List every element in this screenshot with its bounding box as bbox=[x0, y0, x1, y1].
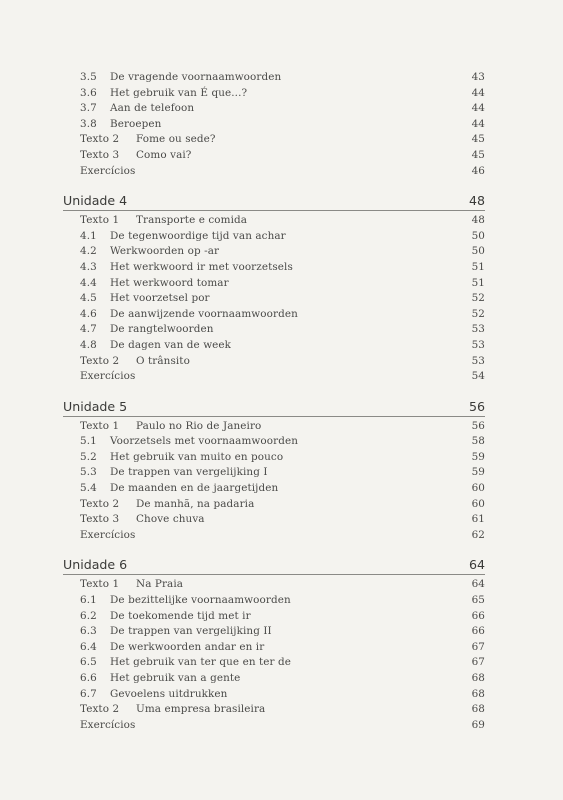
entry-number: Texto 2 bbox=[80, 133, 120, 146]
entry-title: Gevoelens uitdrukken bbox=[110, 687, 228, 700]
toc-row bbox=[80, 260, 485, 276]
toc-block-unit3-cont bbox=[80, 70, 485, 179]
entry-page: 51 bbox=[471, 276, 485, 289]
entry-number: 6.3 bbox=[80, 625, 97, 638]
toc-row bbox=[80, 702, 485, 718]
entry-page: 67 bbox=[471, 656, 485, 669]
entry-title: Chove chuva bbox=[136, 513, 205, 526]
entry-number: 6.6 bbox=[80, 672, 97, 684]
entry-title: Como vai? bbox=[136, 148, 192, 161]
entry-title: De dagen van de week bbox=[110, 338, 232, 351]
entry-title: Het werkwoord tomar bbox=[110, 276, 229, 289]
entry-title: Uma empresa brasileira bbox=[136, 703, 266, 716]
unit-heading bbox=[63, 557, 485, 575]
entry-number: 6.5 bbox=[80, 656, 97, 669]
entry-page: 53 bbox=[471, 323, 485, 336]
toc-row bbox=[80, 338, 485, 354]
entry-number: Texto 1 bbox=[80, 214, 120, 227]
toc-row bbox=[80, 164, 485, 180]
toc-row bbox=[80, 655, 485, 671]
entry-number: 4.4 bbox=[80, 276, 97, 289]
entry-page: 43 bbox=[471, 71, 485, 83]
entry-title: Exercícios bbox=[80, 370, 136, 383]
toc-row bbox=[80, 528, 485, 544]
toc-row bbox=[80, 465, 485, 481]
entry-title: Exercícios bbox=[80, 164, 136, 177]
toc-block-unit4 bbox=[63, 193, 485, 385]
entry-number: 4.7 bbox=[80, 323, 97, 336]
toc-row bbox=[80, 577, 485, 593]
entry-title: De rangtelwoorden bbox=[110, 323, 214, 336]
entry-number: 4.5 bbox=[80, 292, 97, 305]
entry-page: 68 bbox=[471, 672, 485, 684]
toc-row bbox=[80, 86, 485, 102]
toc-row bbox=[80, 640, 485, 656]
entry-page: 51 bbox=[471, 260, 485, 273]
entry-title: Exercícios bbox=[80, 718, 136, 731]
toc-row bbox=[80, 132, 485, 148]
entry-number: Texto 1 bbox=[80, 419, 120, 432]
entry-title: Het gebruik van a gente bbox=[110, 672, 241, 684]
unit-heading bbox=[63, 193, 485, 211]
entry-page: 62 bbox=[471, 528, 485, 541]
toc-block-unit5 bbox=[63, 398, 485, 544]
toc-row bbox=[80, 291, 485, 307]
entry-title: Het voorzetsel por bbox=[110, 292, 210, 305]
entry-page: 58 bbox=[471, 435, 485, 448]
entry-title: De vragende voornaamwoorden bbox=[110, 71, 282, 83]
toc-row bbox=[80, 229, 485, 245]
entry-title: Exercícios bbox=[80, 528, 136, 541]
toc-row bbox=[80, 434, 485, 450]
entry-number: 5.4 bbox=[80, 482, 97, 495]
toc-row bbox=[80, 419, 485, 435]
unit-title: Unidade 5 bbox=[63, 398, 128, 414]
entry-number: 6.7 bbox=[80, 687, 97, 700]
entry-page: 46 bbox=[471, 164, 485, 177]
entry-page: 44 bbox=[471, 117, 485, 130]
entry-title: O trânsito bbox=[136, 354, 190, 367]
toc-row bbox=[80, 497, 485, 513]
toc-row bbox=[80, 369, 485, 385]
entry-number: 5.1 bbox=[80, 435, 97, 448]
entry-page: 66 bbox=[471, 625, 485, 638]
entry-title: Paulo no Rio de Janeiro bbox=[136, 419, 262, 432]
unit-title: Unidade 6 bbox=[63, 557, 128, 573]
entry-number: 4.3 bbox=[80, 260, 97, 273]
toc-row bbox=[80, 117, 485, 133]
entry-page: 60 bbox=[471, 497, 485, 510]
entry-page: 60 bbox=[471, 482, 485, 495]
entry-number: 4.2 bbox=[80, 245, 97, 258]
toc-row bbox=[80, 718, 485, 734]
toc-row bbox=[80, 354, 485, 370]
entry-number: 4.1 bbox=[80, 229, 97, 242]
toc-row bbox=[80, 70, 485, 86]
entry-page: 68 bbox=[471, 703, 485, 716]
unit-page: 56 bbox=[468, 398, 485, 414]
entry-number: 4.6 bbox=[80, 307, 97, 320]
entry-page: 54 bbox=[471, 370, 485, 383]
entry-page: 64 bbox=[471, 578, 485, 591]
entry-number: 5.2 bbox=[80, 450, 97, 463]
entry-title: Na Praia bbox=[136, 578, 184, 591]
entry-number: 4.8 bbox=[80, 338, 97, 351]
entry-number: 3.7 bbox=[80, 102, 97, 115]
entry-title: Fome ou sede? bbox=[136, 133, 216, 146]
entry-page: 48 bbox=[471, 214, 485, 227]
entry-page: 52 bbox=[471, 292, 485, 305]
entry-title: Voorzetsels met voornaamwoorden bbox=[110, 435, 298, 448]
entry-title: Transporte e comida bbox=[136, 214, 248, 227]
entry-title: De manhã, na padaria bbox=[136, 497, 255, 510]
table-of-contents bbox=[63, 70, 485, 747]
entry-page: 50 bbox=[471, 229, 485, 242]
entry-title: Het gebruik van É que...? bbox=[110, 86, 248, 99]
entry-title: De maanden en de jaargetijden bbox=[110, 482, 279, 495]
toc-row bbox=[80, 101, 485, 117]
entry-title: De aanwijzende voornaamwoorden bbox=[110, 307, 298, 320]
toc-row bbox=[80, 450, 485, 466]
entry-title: De toekomende tijd met ir bbox=[110, 609, 251, 622]
entry-page: 61 bbox=[471, 513, 485, 526]
entry-page: 53 bbox=[471, 354, 485, 367]
toc-row bbox=[80, 276, 485, 292]
toc-row bbox=[80, 624, 485, 640]
unit-title: Unidade 4 bbox=[63, 193, 128, 209]
entry-number: 3.8 bbox=[80, 117, 97, 130]
entry-page: 66 bbox=[471, 609, 485, 622]
entry-title: De werkwoorden andar en ir bbox=[110, 640, 265, 653]
unit-page: 48 bbox=[468, 193, 485, 209]
entry-title: Aan de telefoon bbox=[110, 102, 195, 115]
entry-number: 3.6 bbox=[80, 86, 97, 99]
entry-number: 3.5 bbox=[80, 71, 97, 83]
entry-title: De tegenwoordige tijd van achar bbox=[110, 229, 286, 242]
entry-page: 65 bbox=[471, 594, 485, 607]
entry-number: 6.1 bbox=[80, 594, 97, 607]
toc-row bbox=[80, 609, 485, 625]
entry-title: De trappen van vergelijking II bbox=[110, 625, 272, 638]
toc-row bbox=[80, 593, 485, 609]
entry-number: Texto 3 bbox=[80, 513, 120, 526]
entry-page: 45 bbox=[471, 133, 485, 146]
toc-block-unit6 bbox=[63, 557, 485, 733]
toc-row bbox=[80, 213, 485, 229]
toc-row bbox=[80, 244, 485, 260]
entry-number: 6.4 bbox=[80, 640, 97, 653]
entry-page: 56 bbox=[471, 419, 485, 432]
entry-page: 59 bbox=[471, 450, 485, 463]
entry-title: De bezittelijke voornaamwoorden bbox=[110, 594, 291, 607]
entry-title: Het gebruik van muito en pouco bbox=[110, 450, 284, 463]
entry-number: Texto 2 bbox=[80, 703, 120, 716]
toc-row bbox=[80, 481, 485, 497]
entry-number: Texto 2 bbox=[80, 354, 120, 367]
toc-row bbox=[80, 322, 485, 338]
entry-number: Texto 1 bbox=[80, 578, 120, 591]
toc-row bbox=[80, 687, 485, 703]
toc-row bbox=[80, 307, 485, 323]
entry-number: Texto 3 bbox=[80, 148, 120, 161]
entry-page: 52 bbox=[471, 307, 485, 320]
entry-number: 6.2 bbox=[80, 609, 97, 622]
entry-page: 44 bbox=[471, 102, 485, 115]
entry-number: 5.3 bbox=[80, 466, 97, 479]
toc-row bbox=[80, 148, 485, 164]
entry-title: Het werkwoord ir met voorzetsels bbox=[110, 260, 293, 273]
unit-page: 64 bbox=[468, 557, 485, 573]
entry-page: 44 bbox=[471, 86, 485, 99]
entry-page: 45 bbox=[471, 148, 485, 161]
entry-page: 67 bbox=[471, 640, 485, 653]
entry-page: 69 bbox=[471, 718, 485, 731]
entry-title: Beroepen bbox=[110, 117, 162, 130]
entry-page: 50 bbox=[471, 245, 485, 258]
entry-title: Het gebruik van ter que en ter de bbox=[110, 656, 292, 669]
toc-row bbox=[80, 671, 485, 687]
unit-heading bbox=[63, 399, 485, 417]
entry-title: Werkwoorden op -ar bbox=[110, 245, 220, 258]
entry-page: 53 bbox=[471, 338, 485, 351]
entry-page: 59 bbox=[471, 466, 485, 479]
entry-page: 68 bbox=[471, 687, 485, 700]
toc-row bbox=[80, 512, 485, 528]
entry-number: Texto 2 bbox=[80, 497, 120, 510]
entry-title: De trappen van vergelijking I bbox=[110, 466, 268, 479]
